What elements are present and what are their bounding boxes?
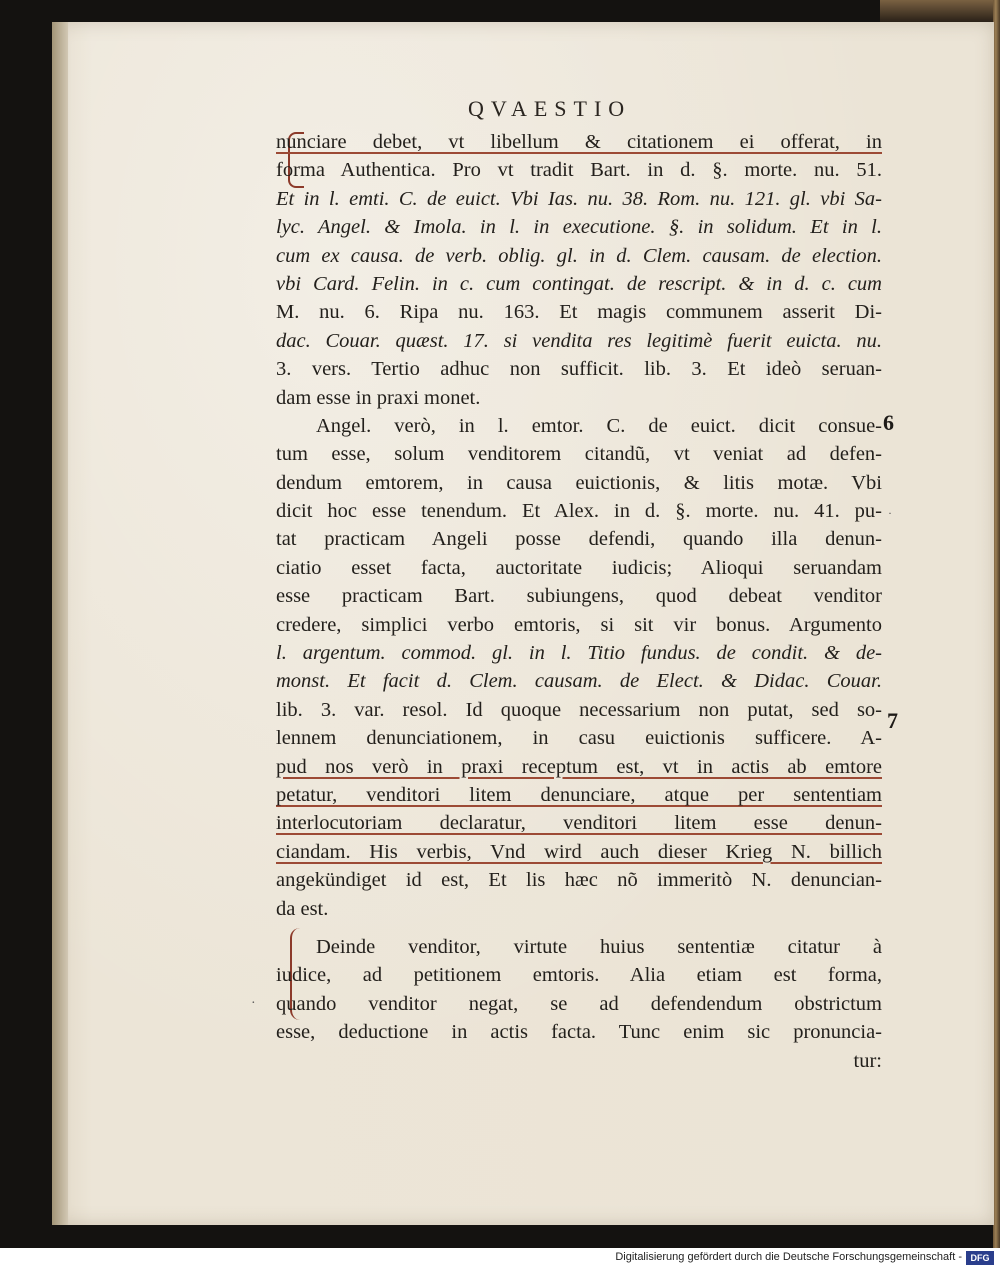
text-line: dicit hoc esse tenendum. Et Alex. in d. §. morte. nu. 41. pu- (276, 500, 882, 523)
text-line: ciatio esset facta, auctoritate iudicis; Alioqui seruandam (276, 556, 882, 579)
text-line: iudice, ad petitionem emtoris. Alia etiam est forma, (276, 964, 882, 987)
page-gutter (52, 22, 68, 1225)
text-line: M. nu. 6. Ripa nu. 163. Et magis communem asserit Di- (276, 301, 882, 324)
text-line: dac. Couar. quæst. 17. si vendita res legitimè fuerit euicta. nu. (276, 329, 882, 352)
text-line: dendum emtorem, in causa euictionis, & litis motæ. Vbi (276, 471, 882, 494)
text-line: 3. vers. Tertio adhuc non sufficit. lib. 3. Et ideò seruan- (276, 358, 882, 381)
margin-number-6: 6 (883, 410, 894, 435)
text-line: interlocutoriam declaratur, venditori litem esse denun- (276, 812, 882, 835)
text-line: quando venditor negat, se ad defendendum obstrictum (276, 992, 882, 1015)
text-line: ciandam. His verbis, Vnd wird auch dieser Krieg N. billich (276, 840, 882, 863)
footer-bar (0, 1248, 1000, 1269)
text-line: esse, deductione in actis facta. Tunc enim sic pronuncia- (276, 1021, 882, 1044)
margin-dot: · (888, 506, 892, 520)
margin-dot: · (251, 996, 256, 1011)
footer-credit: Digitalisierung gefördert durch die Deutsche Forschungsgemeinschaft - (615, 1251, 962, 1263)
text-line: forma Authentica. Pro vt tradit Bart. in d. §. morte. nu. 51. (276, 159, 882, 182)
text-line: lyc. Angel. & Imola. in l. in executione. §. in solidum. Et in l. (276, 216, 882, 239)
text-line: cum ex causa. de verb. oblig. gl. in d. Clem. causam. de election. (276, 244, 882, 267)
text-line: tum esse, solum venditorem citandũ, vt veniat ad defen- (276, 443, 882, 466)
text-line: l. argentum. commod. gl. in l. Titio fundus. de condit. & de- (276, 642, 882, 665)
text-line: da est. (276, 897, 329, 920)
text-line: tat practicam Angeli posse defendi, quando illa denun- (276, 528, 882, 551)
text-line: Et in l. emti. C. de euict. Vbi Ias. nu. 38. Rom. nu. 121. gl. vbi Sa- (276, 187, 882, 210)
text-line: lib. 3. var. resol. Id quoque necessarium non putat, sed so- (276, 698, 882, 721)
text-line: lennem denunciationem, in casu euictionis sufficere. A- (276, 727, 882, 750)
text-line: pud nos verò in praxi receptum est, vt in actis ab emtore (276, 755, 882, 778)
text-line: vbi Card. Felin. in c. cum contingat. de rescript. & in d. c. cum (276, 272, 882, 295)
dfg-logo: DFG (966, 1251, 994, 1265)
text-line: dam esse in praxi monet. (276, 386, 481, 409)
body-text (276, 128, 882, 1075)
page-edge (993, 0, 1000, 1248)
margin-number-7: 7 (887, 708, 898, 733)
text-line: Angel. verò, in l. emtor. C. de euict. dicit consue- (316, 414, 882, 437)
text-line: credere, simplici verbo emtoris, si sit vir bonus. Argumento (276, 613, 882, 636)
text-line: tur: (853, 1049, 882, 1072)
text-line: angekündiget id est, Et lis hæc nõ immeritò N. denuncian- (276, 869, 882, 892)
text-line: monst. Et facit d. Clem. causam. de Elect. & Didac. Couar. (276, 670, 882, 693)
page-edge-top (880, 0, 1000, 22)
text-line: Deinde venditor, virtute huius sententiæ citatur à (316, 935, 882, 958)
text-line: esse practicam Bart. subiungens, quod debeat venditor (276, 585, 882, 608)
text-line: petatur, venditori litem denunciare, atque per sententiam (276, 783, 882, 806)
running-head: QVAESTIO (468, 96, 632, 121)
text-line: nunciare debet, vt libellum & citationem ei offerat, in (276, 131, 882, 153)
